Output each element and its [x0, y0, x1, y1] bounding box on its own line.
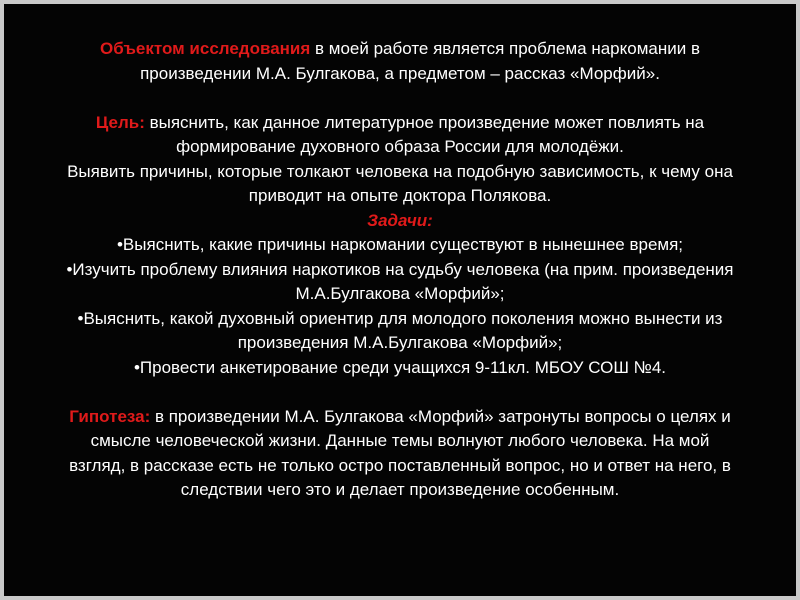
goal-line-1 — [10, 111, 790, 136]
task-item-3-line-2: произведения М.А.Булгакова «Морфий»; — [237, 333, 563, 352]
hypothesis-text-3: взгляд, в рассказе есть не только остро поставленный вопрос, но и ответ на него, в — [69, 455, 731, 475]
object-text-2: произведении М.А. Булгакова, а предметом – рассказ «Морфий». — [140, 63, 660, 83]
object-text-1: в моей работе является проблема наркомании в — [310, 39, 700, 58]
spacer — [10, 380, 790, 405]
goal-text-2: формирование духовного образа России для молодёжи. — [176, 137, 624, 156]
task-item-3-line-1: •Выяснить, какой духовный ориентир для молодого поколения можно вынести из — [77, 308, 723, 328]
goal-extra-1: Выявить причины, которые толкают человека на подобную зависимость, к чему она — [67, 161, 733, 181]
hypothesis-label: Гипотеза: — [69, 406, 151, 426]
goal-extra-2: приводит на опыте доктора Полякова. — [248, 186, 552, 205]
goal-label: Цель: — [95, 112, 145, 132]
hypothesis-paragraph — [10, 405, 790, 503]
object-line-1 — [10, 37, 790, 62]
tasks-heading: Задачи: — [367, 210, 433, 230]
task-item-1: •Выяснить, какие причины наркомании существуют в нынешнее время; — [116, 235, 684, 254]
object-paragraph — [10, 37, 790, 86]
task-item-2-line-1: •Изучить проблему влияния наркотиков на судьбу человека (на прим. произведения — [66, 259, 734, 279]
object-label: Объектом исследования — [100, 39, 311, 58]
tasks-section — [10, 209, 790, 381]
hypothesis-text-1: в произведении М.А. Булгакова «Морфий» затронуты вопросы о целях и — [150, 406, 731, 426]
task-item-4: •Провести анкетирование среди учащихся 9-11кл. МБОУ СОШ №4. — [133, 357, 667, 377]
spacer — [10, 86, 790, 111]
goal-text-1: выяснить, как данное литературное произведение может повлиять на — [144, 112, 705, 132]
hypothesis-text-2: смысле человеческой жизни. Данные темы волнуют любого человека. На мой — [90, 431, 710, 450]
slide-content — [10, 37, 790, 503]
hypothesis-text-4: следствии чего это и делает произведение особенным. — [180, 480, 620, 499]
task-item-2-line-2: М.А.Булгакова «Морфий»; — [295, 284, 505, 303]
hypothesis-line-1 — [10, 405, 790, 430]
goal-paragraph — [10, 111, 790, 209]
